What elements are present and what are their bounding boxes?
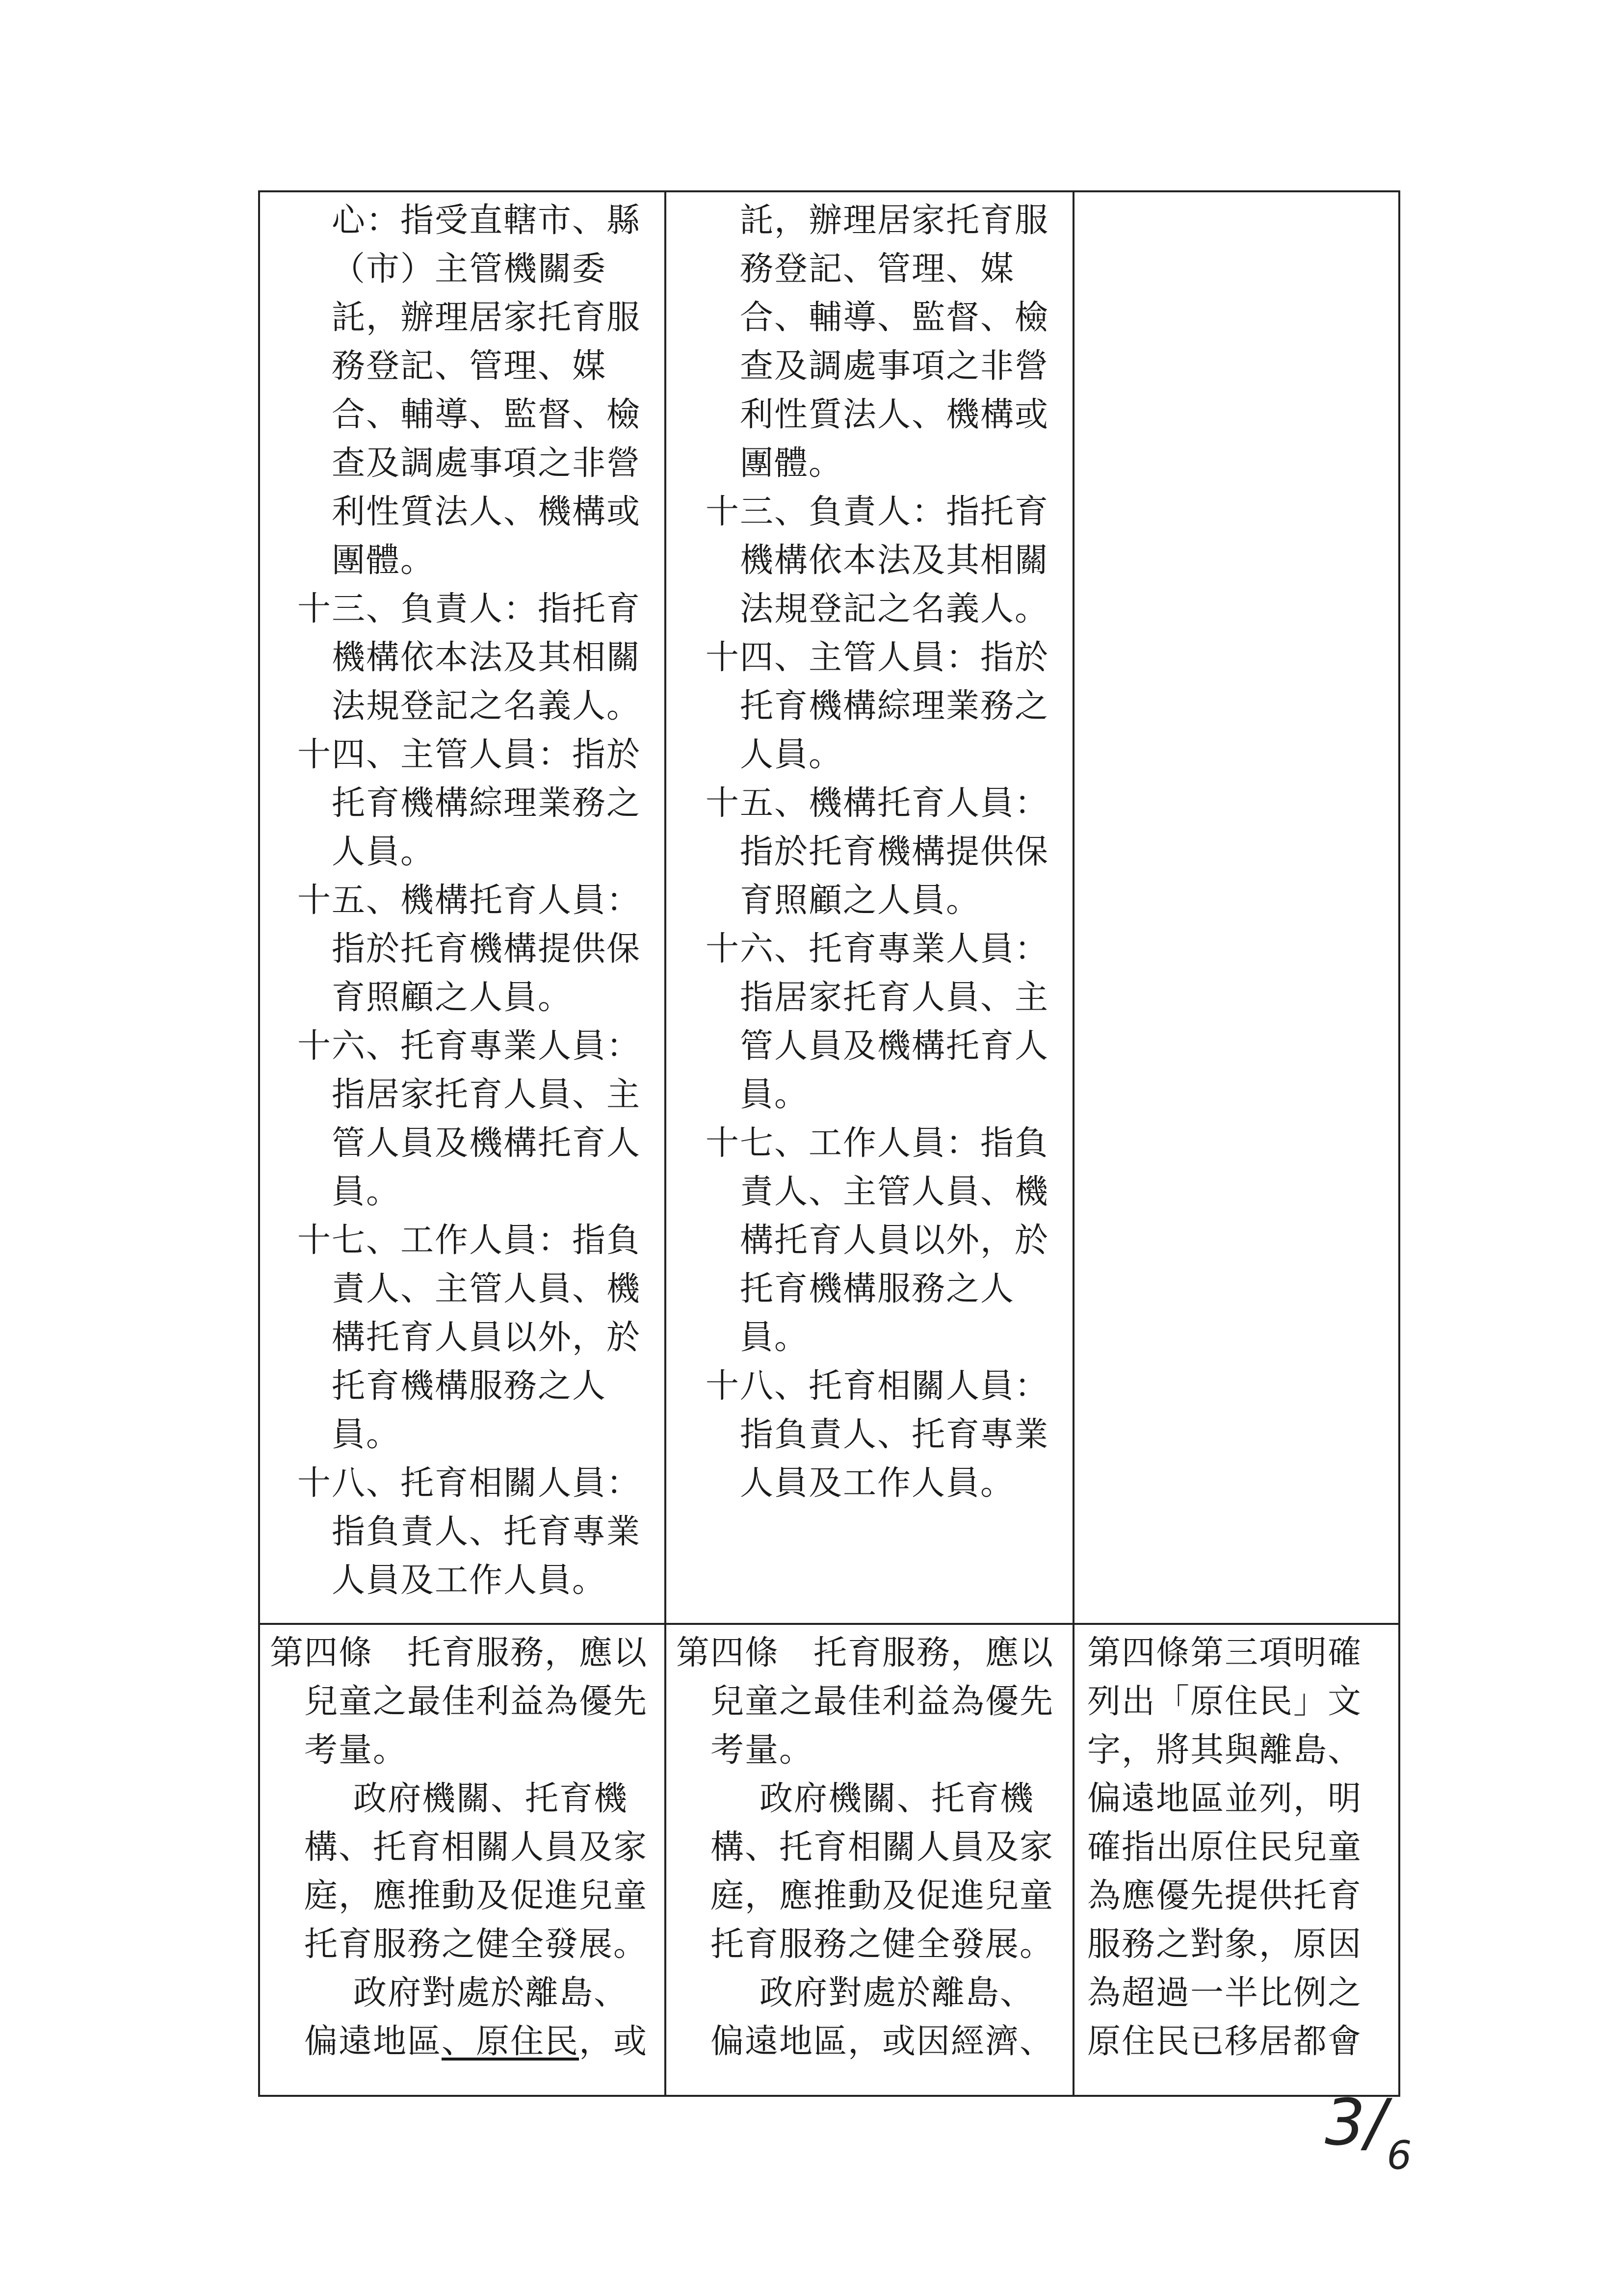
definition-item-heading: 十六、托育專業人員：	[297, 1027, 641, 1066]
text-line: 托育服務之健全發展。	[304, 1925, 648, 1964]
amended-text-underlined: 、原住民	[442, 2022, 579, 2061]
paragraph-start: 政府機關、托育機	[760, 1779, 1035, 1818]
text-line: 托育服務之健全發展。	[710, 1925, 1054, 1964]
text-line: 列出「原住民」文	[1087, 1682, 1362, 1721]
article-heading: 第四條 托育服務，應以	[270, 1634, 648, 1672]
text-line: 考量。	[304, 1731, 408, 1770]
table-border-left	[258, 190, 260, 2097]
text-line: 托育機構綜理業務之	[332, 784, 641, 823]
text-line: （市）主管機關委	[332, 250, 607, 288]
text-line: 兒童之最佳利益為優先	[710, 1682, 1054, 1721]
text-line: 員。	[332, 1173, 401, 1211]
upper-current-cell	[706, 196, 1069, 1619]
text-line: 員。	[740, 1075, 809, 1114]
text-line: 服務之對象，原因	[1087, 1925, 1362, 1964]
upper-draft-cell	[297, 196, 660, 1619]
text-line: 查及調處事項之非營	[740, 347, 1049, 386]
text-line: 字，將其與離島、	[1087, 1731, 1362, 1770]
text-line: 偏遠地區，或因經濟、	[710, 2022, 1054, 2061]
text-line: 指於托育機構提供保	[740, 833, 1049, 871]
table-border-bottom	[258, 2095, 1400, 2097]
text-line: 托育機構綜理業務之	[740, 687, 1049, 726]
text-line: 確指出原住民兒童	[1087, 1828, 1362, 1867]
text-line: 第四條第三項明確	[1087, 1634, 1362, 1672]
text-line: 構、托育相關人員及家	[710, 1828, 1054, 1867]
text-line: 管人員及機構托育人	[332, 1124, 641, 1163]
text-line: 機構依本法及其相關	[332, 638, 641, 677]
column-divider-1	[664, 190, 666, 2097]
paragraph-start: 政府對處於離島、	[353, 1974, 629, 2012]
text-line: 指於托育機構提供保	[332, 930, 641, 968]
text-line: 託，辦理居家托育服	[332, 298, 641, 337]
text-segment: 偏遠地區	[304, 2022, 442, 2061]
text-line-with-amendment	[270, 2017, 662, 2066]
text-line: 構托育人員以外，於	[332, 1318, 641, 1357]
text-line: 庭，應推動及促進兒童	[710, 1877, 1054, 1915]
text-line: 合、輔導、監督、檢	[740, 298, 1049, 337]
text-line: 責人、主管人員、機	[332, 1270, 641, 1308]
definition-item-heading: 十六、托育專業人員：	[706, 930, 1049, 968]
page-number-total: 6	[1387, 2133, 1412, 2178]
text-line: 托育機構服務之人	[740, 1270, 1015, 1308]
text-line: 偏遠地區並列，明	[1087, 1779, 1362, 1818]
text-line: 指居家托育人員、主	[740, 978, 1049, 1017]
lower-draft-cell	[270, 1629, 662, 2092]
text-line: 構、托育相關人員及家	[304, 1828, 648, 1867]
definition-item-heading: 十四、主管人員：指於	[706, 638, 1049, 677]
text-line: 兒童之最佳利益為優先	[304, 1682, 648, 1721]
text-line: 機構依本法及其相關	[740, 541, 1049, 580]
text-line: 合、輔導、監督、檢	[332, 395, 641, 434]
definition-item-heading: 十三、負責人：指托育	[297, 590, 641, 628]
paragraph-start: 政府機關、托育機	[353, 1779, 629, 1818]
lower-explanation-cell	[1087, 1629, 1394, 2092]
definition-item-heading: 十五、機構托育人員：	[706, 784, 1049, 823]
text-line: 托育機構服務之人	[332, 1367, 607, 1406]
article-heading: 第四條 托育服務，應以	[676, 1634, 1054, 1672]
definition-item-heading: 十三、負責人：指托育	[706, 493, 1049, 531]
text-line: 指居家托育人員、主	[332, 1075, 641, 1114]
definition-item-heading: 十七、工作人員：指負	[297, 1221, 641, 1260]
text-line: 法規登記之名義人。	[740, 590, 1049, 628]
page-number: $3/_6$	[1325, 2085, 1412, 2178]
text-line: 管人員及機構托育人	[740, 1027, 1049, 1066]
text-line: 員。	[740, 1318, 809, 1357]
column-divider-2	[1073, 190, 1074, 2097]
text-line: 員。	[332, 1415, 401, 1454]
definition-item-heading: 十七、工作人員：指負	[706, 1124, 1049, 1163]
text-line: 利性質法人、機構或	[740, 395, 1049, 434]
text-line: 心：指受直轄市、縣	[332, 201, 641, 240]
text-line: 庭，應推動及促進兒童	[304, 1877, 648, 1915]
text-line: 法規登記之名義人。	[332, 687, 641, 726]
text-line: 查及調處事項之非營	[332, 444, 641, 483]
text-line: 責人、主管人員、機	[740, 1173, 1049, 1211]
text-line: 指負責人、托育專業	[740, 1415, 1049, 1454]
table-border-right	[1398, 190, 1400, 2097]
table-border-top	[258, 190, 1400, 192]
text-line: 團體。	[740, 444, 843, 483]
comparison-table	[258, 190, 1400, 2097]
text-line: 人員。	[332, 833, 435, 871]
paragraph-start: 政府對處於離島、	[760, 1974, 1035, 2012]
text-line: 為應優先提供托育	[1087, 1877, 1362, 1915]
text-line: 務登記、管理、媒	[740, 250, 1015, 288]
text-line: 人員及工作人員。	[332, 1561, 607, 1600]
row-divider	[258, 1623, 1400, 1625]
definition-item-heading: 十四、主管人員：指於	[297, 735, 641, 774]
definition-item-heading: 十五、機構托育人員：	[297, 881, 641, 920]
text-line: 託，辦理居家托育服	[740, 201, 1049, 240]
text-line: 人員。	[740, 735, 843, 774]
text-line: 構托育人員以外，於	[740, 1221, 1049, 1260]
lower-current-cell	[676, 1629, 1069, 2092]
text-line: 為超過一半比例之	[1087, 1974, 1362, 2012]
text-line: 原住民已移居都會	[1087, 2022, 1362, 2061]
text-line: 人員及工作人員。	[740, 1464, 1015, 1503]
definition-item-heading: 十八、托育相關人員：	[706, 1367, 1049, 1406]
text-line: 考量。	[710, 1731, 814, 1770]
text-line: 團體。	[332, 541, 435, 580]
text-line: 育照顧之人員。	[740, 881, 981, 920]
text-line: 利性質法人、機構或	[332, 493, 641, 531]
text-line: 指負責人、托育專業	[332, 1513, 641, 1551]
text-line: 務登記、管理、媒	[332, 347, 607, 386]
text-line: 育照顧之人員。	[332, 978, 573, 1017]
page-number-current: 3	[1325, 2085, 1365, 2160]
definition-item-heading: 十八、托育相關人員：	[297, 1464, 641, 1503]
text-segment: ，或	[579, 2022, 648, 2061]
